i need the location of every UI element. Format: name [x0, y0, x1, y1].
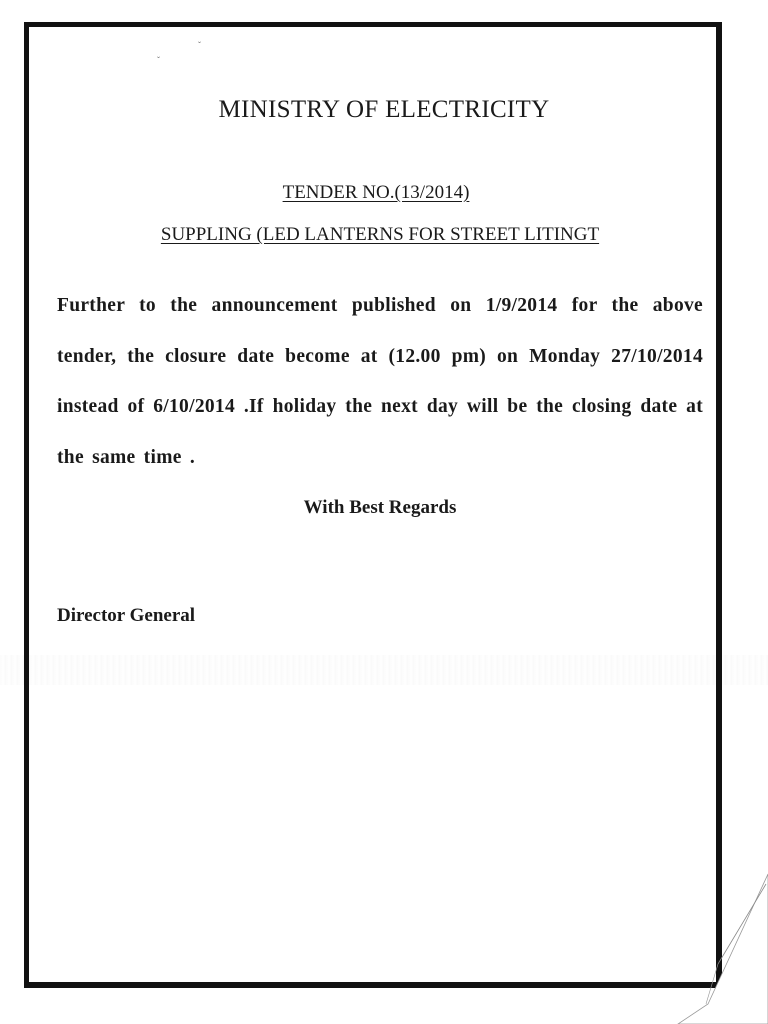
signatory: Director General: [57, 605, 196, 626]
scan-speck: ˇ: [157, 55, 160, 65]
closing-regards: With Best Regards: [303, 497, 457, 518]
tender-number: TENDER NO.(13/2014): [282, 182, 470, 203]
tender-subject: SUPPLING (LED LANTERNS FOR STREET LITINGT: [160, 224, 600, 245]
page-corner-curl: [648, 854, 768, 1024]
scan-speck: ˇ: [198, 40, 201, 50]
announcement-body: Further to the announcement published on 1/9/2014 for the above tender, the closure date become at (12.00 pm) on Monday 27/10/2014 instead of 6/10/2014 .If holiday the next day will be the closing date at the same time .: [57, 295, 703, 468]
document-title: MINISTRY OF ELECTRICITY: [218, 96, 550, 123]
scan-noise-band: [0, 655, 768, 685]
